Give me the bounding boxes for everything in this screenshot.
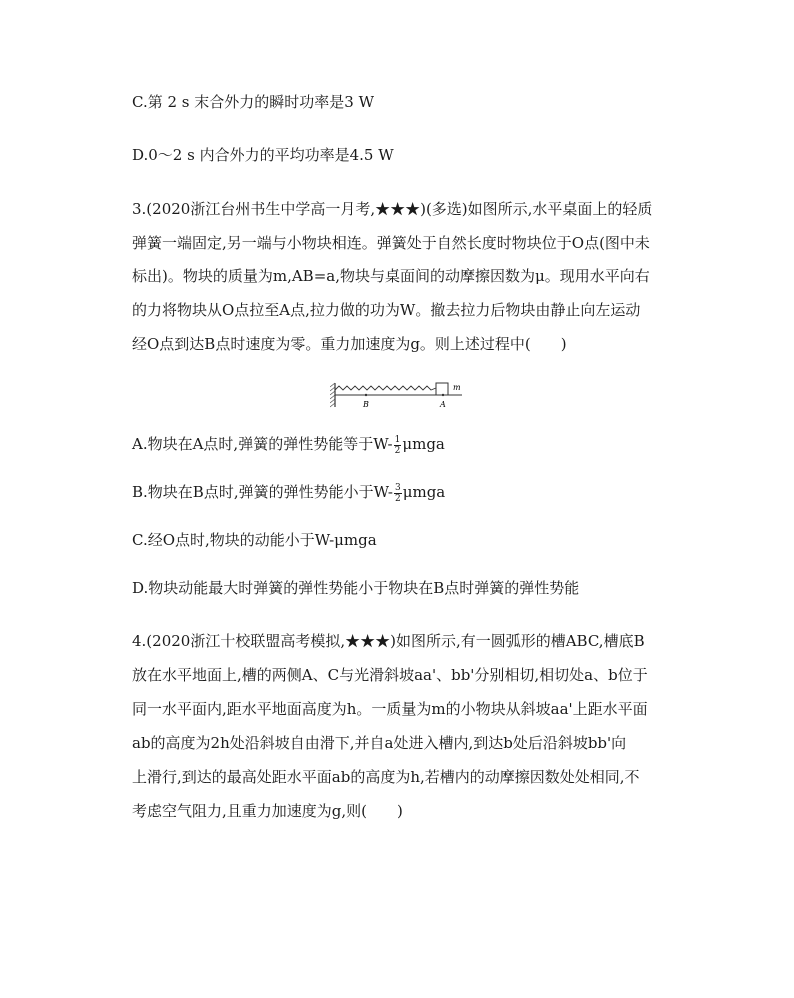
q3-option-d: D.物块动能最大时弹簧的弹性势能小于物块在B点时弹簧的弹性势能 — [132, 579, 580, 597]
wall — [330, 383, 335, 407]
point-a-label: A — [440, 400, 446, 409]
spring-block-figure — [330, 380, 470, 414]
q3-stem-line-4: 的力将物块从O点拉至A点,拉力做的功为W。撤去拉力后物块由静止向左运动 — [132, 301, 641, 319]
q3-option-c: C.经O点时,物块的动能小于W-μmga — [132, 531, 377, 549]
mass-label: m — [453, 383, 461, 392]
q4-stem-line-1: 4.(2020浙江十校联盟高考模拟,★★★)如图所示,有一圆弧形的槽ABC,槽底B — [132, 632, 645, 650]
q4-stem-line-6: 考虑空气阻力,且重力加速度为g,则( ) — [132, 802, 403, 820]
q4-stem-line-5: 上滑行,到达的最高处距水平面ab的高度为h,若槽内的动摩擦因数处处相同,不 — [132, 768, 640, 786]
block — [436, 383, 448, 395]
q3-option-a: A.物块在A点时,弹簧的弹性势能等于W- $\frac{1}{2}$ μmga — [132, 434, 445, 456]
point-b-label: B — [363, 400, 369, 409]
option-c-q2: C.第 2 s 末合外力的瞬时功率是3 W — [132, 93, 374, 111]
spring — [335, 386, 436, 390]
option-d-q2: D.0～2 s 内合外力的平均功率是4.5 W — [132, 146, 394, 164]
q3-option-b: B.物块在B点时,弹簧的弹性势能小于W- $\frac{3}{2}$ μmga — [132, 482, 446, 504]
fraction-one-half: $\frac{1}{2}$ — [394, 434, 401, 456]
q4-stem-line-4: ab的高度为2h处沿斜坡自由滑下,并自a处进入槽内,到达b处后沿斜坡bb'向 — [132, 734, 627, 752]
fraction-three-halves: $\frac{3}{2}$ — [394, 482, 401, 504]
q4-stem-line-2: 放在水平地面上,槽的两侧A、C与光滑斜坡aa'、bb'分别相切,相切处a、b位于 — [132, 666, 648, 684]
q3-stem-line-5: 经O点到达B点时速度为零。重力加速度为g。则上述过程中( ) — [132, 335, 567, 353]
q3-stem-line-2: 弹簧一端固定,另一端与小物块相连。弹簧处于自然长度时物块位于O点(图中未 — [132, 234, 650, 252]
point-b-marker — [365, 394, 367, 396]
q4-stem-line-3: 同一水平面内,距水平地面高度为h。一质量为m的小物块从斜坡aa'上距水平面 — [132, 700, 648, 718]
point-a-marker — [442, 394, 444, 396]
q3-stem-line-1: 3.(2020浙江台州书生中学高一月考,★★★)(多选)如图所示,水平桌面上的轻质 — [132, 200, 653, 218]
q3-stem-line-3: 标出)。物块的质量为m,AB=a,物块与桌面间的动摩擦因数为μ。现用水平向右 — [132, 267, 650, 285]
